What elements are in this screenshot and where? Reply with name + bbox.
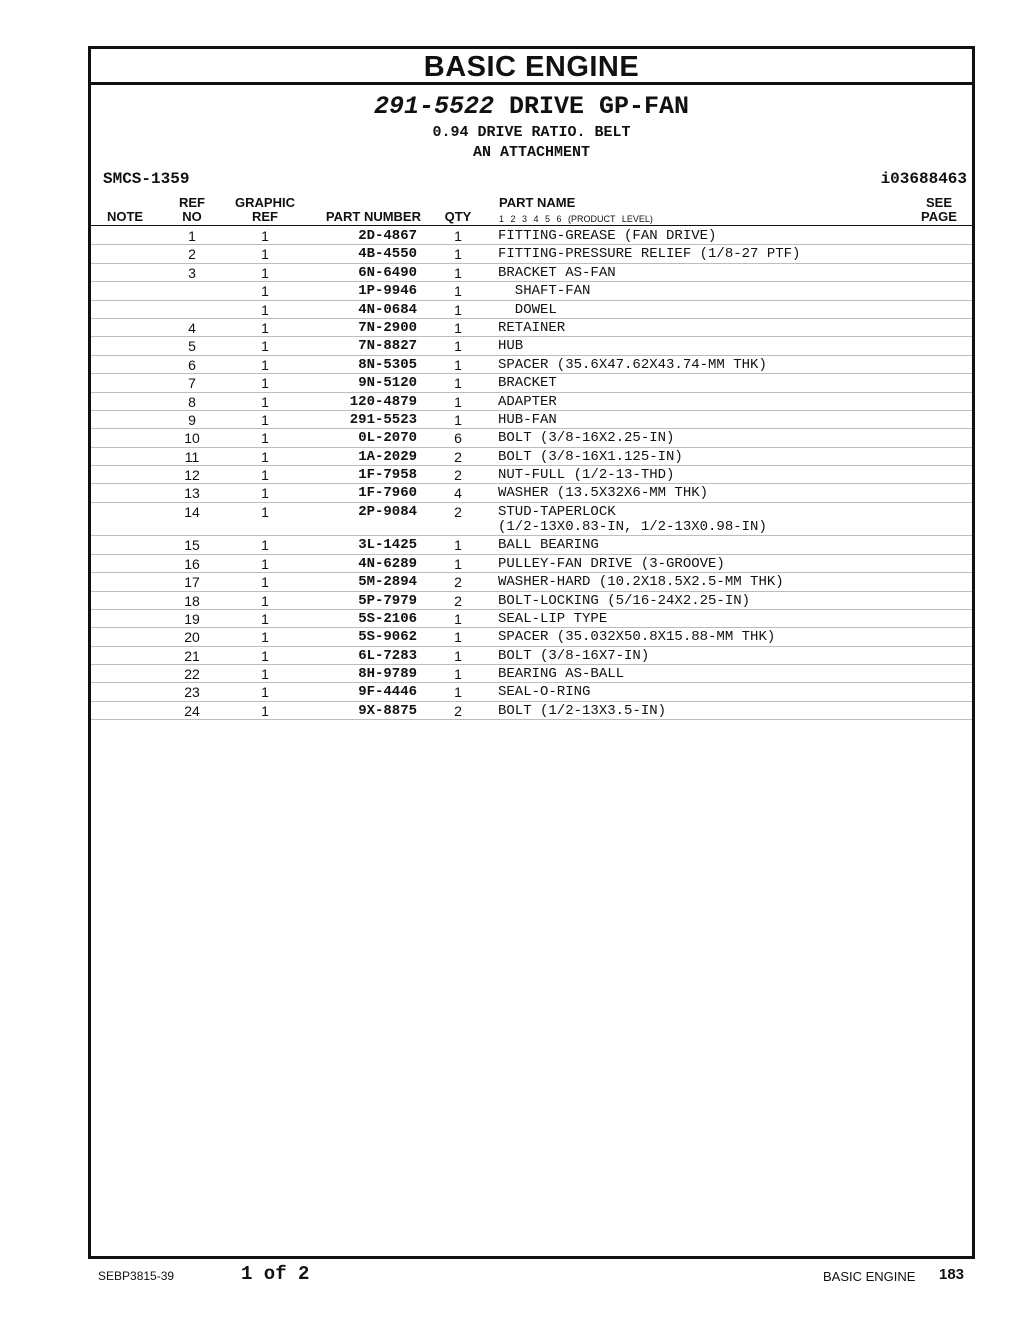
qty-cell: 1 (454, 411, 462, 428)
table-row (91, 503, 972, 537)
table-row (91, 227, 972, 245)
header-divider (91, 225, 972, 226)
document-id: SEBP3815-39 (98, 1269, 175, 1283)
table-row (91, 337, 972, 355)
table-row (91, 647, 972, 665)
part-number-cell: 2D-4867 (358, 228, 417, 244)
graphic-ref-cell: 1 (261, 503, 269, 520)
part-number-cell: 1F-7960 (358, 485, 417, 502)
group-description-1: 0.94 DRIVE RATIO. BELT (432, 124, 631, 141)
header-part-number: PART NUMBER (325, 209, 421, 224)
part-name-cell: FITTING-GREASE (FAN DRIVE) (498, 228, 717, 244)
part-number-cell: 7N-8827 (358, 338, 417, 355)
graphic-ref-cell: 1 (261, 467, 269, 484)
part-name-cell: WASHER-HARD (10.2X18.5X2.5-MM THK) (498, 574, 784, 591)
part-number-cell: 6N-6490 (358, 264, 417, 281)
part-number-cell: 9X-8875 (358, 702, 417, 719)
part-name-cell: BEARING AS-BALL (498, 666, 625, 683)
table-row (91, 374, 972, 392)
table-row (91, 665, 972, 683)
graphic-ref-cell: 1 (261, 411, 269, 428)
part-number-cell: 8N-5305 (358, 356, 417, 373)
graphic-ref-cell: 1 (261, 629, 269, 646)
graphic-ref-cell: 1 (261, 537, 269, 554)
group-name: DRIVE GP-FAN (509, 92, 690, 121)
table-row (91, 536, 972, 554)
ref-no-cell: 14 (184, 503, 200, 520)
graphic-ref-cell: 1 (261, 430, 269, 447)
parts-list (91, 227, 972, 720)
graphic-ref-cell: 1 (261, 356, 269, 373)
qty-cell: 1 (454, 356, 462, 373)
graphic-ref-cell: 1 (261, 702, 269, 719)
graphic-ref-cell: 1 (261, 264, 269, 281)
qty-cell: 4 (454, 485, 462, 502)
qty-cell: 2 (454, 467, 462, 484)
qty-cell: 1 (454, 283, 462, 300)
parts-page-frame (88, 46, 975, 1259)
graphic-ref-cell: 1 (261, 684, 269, 701)
header-graphic-ref: GRAPHIC REF (235, 195, 295, 224)
header-product-levels: 1 2 3 4 5 6 (PRODUCT LEVEL) (499, 214, 653, 224)
ref-no-cell: 1 (188, 228, 196, 244)
table-row (91, 264, 972, 282)
table-row (91, 356, 972, 374)
graphic-ref-cell: 1 (261, 228, 269, 244)
ref-no-cell: 6 (188, 356, 196, 373)
ref-no-cell: 9 (188, 411, 196, 428)
qty-cell: 1 (454, 301, 462, 318)
table-row (91, 573, 972, 591)
part-number-cell: 4N-6289 (358, 555, 417, 572)
qty-cell: 2 (454, 574, 462, 591)
part-name-cell: BALL BEARING (498, 537, 599, 554)
table-row (91, 628, 972, 646)
table-row (91, 282, 972, 300)
part-name-cell: SPACER (35.032X50.8X15.88-MM THK) (498, 629, 776, 646)
part-name-cell: ADAPTER (498, 393, 557, 410)
table-row (91, 702, 972, 720)
part-name-cell: HUB-FAN (498, 411, 557, 428)
part-number-cell: 5P-7979 (358, 592, 417, 609)
qty-cell: 1 (454, 393, 462, 410)
graphic-ref-cell: 1 (261, 574, 269, 591)
part-name-cell: SHAFT-FAN (498, 283, 591, 300)
group-heading (91, 92, 972, 122)
qty-cell: 2 (454, 702, 462, 719)
ref-no-cell: 12 (184, 467, 200, 484)
part-number-cell: 1F-7958 (358, 467, 417, 484)
table-row (91, 319, 972, 337)
part-name-cell: BOLT (3/8-16X1.125-IN) (498, 448, 683, 465)
graphic-ref-cell: 1 (261, 338, 269, 355)
qty-cell: 1 (454, 338, 462, 355)
graphic-ref-cell: 1 (261, 319, 269, 336)
graphic-ref-cell: 1 (261, 393, 269, 410)
smcs-code: SMCS-1359 (103, 170, 190, 188)
qty-cell: 1 (454, 629, 462, 646)
graphic-ref-cell: 1 (261, 448, 269, 465)
graphic-ref-cell: 1 (261, 666, 269, 683)
header-part-name: PART NAME (499, 195, 576, 210)
part-name-cell: HUB (498, 338, 524, 355)
qty-cell: 1 (454, 555, 462, 572)
graphic-ref-cell: 1 (261, 246, 269, 263)
part-number-cell: 0L-2070 (358, 430, 417, 447)
part-name-cell: STUD-TAPERLOCK (1/2-13X0.83-IN, 1/2-13X0.98-IN) (498, 503, 767, 535)
qty-cell: 2 (454, 448, 462, 465)
ref-no-cell: 2 (188, 246, 196, 263)
graphic-ref-cell: 1 (261, 555, 269, 572)
table-row (91, 393, 972, 411)
part-number-cell: 6L-7283 (358, 647, 417, 664)
ref-no-cell: 17 (184, 574, 200, 591)
part-number-cell: 5S-2106 (358, 610, 417, 627)
table-row (91, 484, 972, 502)
part-number-cell: 9N-5120 (358, 375, 417, 392)
graphic-ref-cell: 1 (261, 283, 269, 300)
part-name-cell: RETAINER (498, 319, 566, 336)
table-row (91, 448, 972, 466)
part-number-cell: 3L-1425 (358, 537, 417, 554)
part-name-cell: NUT-FULL (1/2-13-THD) (498, 467, 675, 484)
qty-cell: 1 (454, 246, 462, 263)
ref-no-cell: 11 (184, 448, 200, 465)
qty-cell: 1 (454, 228, 462, 244)
qty-cell: 1 (454, 647, 462, 664)
part-number-cell: 1A-2029 (358, 448, 417, 465)
part-number-cell: 7N-2900 (358, 319, 417, 336)
graphic-ref-cell: 1 (261, 301, 269, 318)
ref-no-cell: 8 (188, 393, 196, 410)
part-name-cell: BOLT (1/2-13X3.5-IN) (498, 702, 667, 719)
ref-no-cell: 20 (184, 629, 200, 646)
part-name-cell: BOLT (3/8-16X7-IN) (498, 647, 650, 664)
part-name-cell: SEAL-O-RING (498, 684, 591, 701)
table-row (91, 429, 972, 447)
graphic-ref-cell: 1 (261, 647, 269, 664)
header-ref-no: REF NO (179, 195, 205, 224)
ref-no-cell: 24 (184, 702, 200, 719)
table-row (91, 245, 972, 263)
header-see-page: SEE PAGE (921, 195, 957, 224)
part-name-cell: DOWEL (498, 301, 557, 318)
table-row (91, 466, 972, 484)
ref-no-cell: 7 (188, 375, 196, 392)
part-number-cell: 120-4879 (349, 393, 417, 410)
info-id: i03688463 (880, 170, 967, 188)
part-number-cell: 291-5523 (349, 411, 417, 428)
part-name-cell: BOLT (3/8-16X2.25-IN) (498, 430, 675, 447)
table-row (91, 683, 972, 701)
part-name-cell: BRACKET (498, 375, 557, 392)
ref-no-cell: 10 (184, 430, 200, 447)
table-row (91, 301, 972, 319)
part-number-cell: 4N-0684 (358, 301, 417, 318)
part-number-cell: 1P-9946 (358, 283, 417, 300)
ref-no-cell: 16 (184, 555, 200, 572)
header-note: NOTE (106, 209, 144, 224)
ref-no-cell: 23 (184, 684, 200, 701)
ref-no-cell: 18 (184, 592, 200, 609)
table-row (91, 592, 972, 610)
qty-cell: 2 (454, 503, 462, 520)
part-number-cell: 5M-2894 (358, 574, 417, 591)
part-name-cell: FITTING-PRESSURE RELIEF (1/8-27 PTF) (498, 246, 801, 263)
part-number-cell: 4B-4550 (358, 246, 417, 263)
part-name-cell: BOLT-LOCKING (5/16-24X2.25-IN) (498, 592, 751, 609)
qty-cell: 1 (454, 537, 462, 554)
part-number-cell: 8H-9789 (358, 666, 417, 683)
qty-cell: 1 (454, 264, 462, 281)
page-of-indicator: 1 of 2 (241, 1263, 310, 1285)
ref-no-cell: 19 (184, 610, 200, 627)
group-number: 291-5522 (373, 92, 494, 121)
part-name-cell: SPACER (35.6X47.62X43.74-MM THK) (498, 356, 767, 373)
qty-cell: 1 (454, 375, 462, 392)
ref-no-cell: 4 (188, 319, 196, 336)
qty-cell: 1 (454, 319, 462, 336)
ref-no-cell: 13 (184, 485, 200, 502)
table-row (91, 411, 972, 429)
ref-no-cell: 15 (184, 537, 200, 554)
part-number-cell: 5S-9062 (358, 629, 417, 646)
ref-no-cell: 22 (184, 666, 200, 683)
page-number: 183 (939, 1266, 965, 1283)
graphic-ref-cell: 1 (261, 485, 269, 502)
qty-cell: 1 (454, 666, 462, 683)
table-row (91, 610, 972, 628)
footer-section-name: BASIC ENGINE (823, 1269, 916, 1284)
ref-no-cell: 5 (188, 338, 196, 355)
ref-no-cell: 21 (184, 647, 200, 664)
part-name-cell: BRACKET AS-FAN (498, 264, 616, 281)
part-number-cell: 2P-9084 (358, 503, 417, 520)
header-qty: QTY (444, 209, 472, 224)
part-number-cell: 9F-4446 (358, 684, 417, 701)
group-description-2: AN ATTACHMENT (472, 144, 591, 161)
part-name-cell: WASHER (13.5X32X6-MM THK) (498, 485, 709, 502)
qty-cell: 1 (454, 684, 462, 701)
qty-cell: 1 (454, 610, 462, 627)
part-name-cell: SEAL-LIP TYPE (498, 610, 608, 627)
section-title: BASIC ENGINE (91, 49, 972, 85)
ref-no-cell: 3 (188, 264, 196, 281)
part-name-cell: PULLEY-FAN DRIVE (3-GROOVE) (498, 555, 725, 572)
graphic-ref-cell: 1 (261, 592, 269, 609)
graphic-ref-cell: 1 (261, 375, 269, 392)
table-row (91, 555, 972, 573)
qty-cell: 6 (454, 430, 462, 447)
graphic-ref-cell: 1 (261, 610, 269, 627)
qty-cell: 2 (454, 592, 462, 609)
